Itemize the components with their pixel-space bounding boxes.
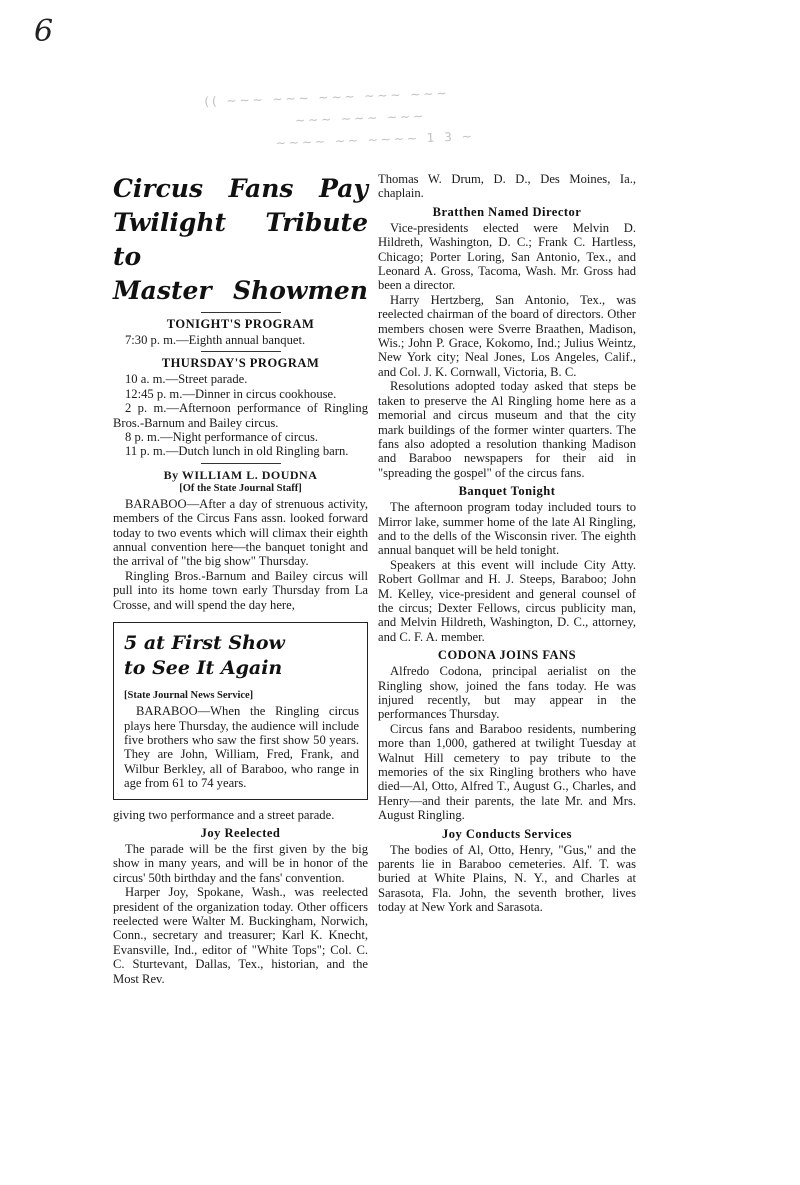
- section-heading: CODONA JOINS FANS: [437, 648, 577, 663]
- section-heading: Bratthen Named Director: [432, 204, 582, 219]
- article-paragraph: BARABOO—After a day of strenuous activity, members of the Circus Fans assn. looked forward today to two events which will climax their eighth annual convention here—the banquet tonight and the arrival of "the big show" Thursday.: [113, 496, 368, 569]
- pencil-annotation: [204, 77, 586, 156]
- section-heading: Banquet Tonight: [458, 484, 556, 499]
- sidebar-title: [124, 631, 359, 681]
- tonights-program-heading: TONIGHT'S PROGRAM: [166, 317, 315, 331]
- pencil-annotation-line: ~~~ ~~~ ~~~: [294, 108, 427, 128]
- article-paragraph: Speakers at this event will include City Atty. Robert Gollmar and H. J. Steeps, Baraboo; John M. Kelley, vice-president and general counsel of the circus; Dexter Fellows, circus publicity man, and Melvin Hildreth, Washington, D. C., attorney, and C. F. A. member.: [378, 557, 636, 644]
- headline-line: Circus Fans Pay: [113, 174, 368, 203]
- byline: By WILLIAM L. DOUDNA: [163, 467, 318, 482]
- divider-rule: [201, 351, 281, 352]
- headline-line: Twilight Tribute to: [113, 208, 368, 271]
- article-paragraph: Thomas W. Drum, D. D., Des Moines, Ia., chaplain.: [378, 172, 636, 201]
- section-heading: Joy Reelected: [200, 825, 281, 840]
- program-item: 10 a. m.—Street parade.: [125, 372, 248, 387]
- article-paragraph: Circus fans and Baraboo residents, numbering more than 1,000, gathered at twilight Tuesday at Walnut Hill cemetery to pay tribute to the memories of the six Ringling brothers who have died—Al, Otto, Alfred T., August G., Charles, and Henry—and their parents, the late Mr. and Mrs. August Ringling.: [378, 721, 636, 823]
- tonights-program-list: [113, 333, 368, 347]
- program-item: 8 p. m.—Night performance of circus.: [125, 430, 319, 445]
- sidebar-title-line: to See It Again: [124, 657, 283, 680]
- article-paragraph: Resolutions adopted today asked that steps be taken to preserve the Al Ringling home here as a memorial and circus museum and that the city mark buildings of the former winter quarters. The fans also adopted a resolution thanking Madison and Baraboo newspapers for their aid in "spreading the gospel" of the circus fans.: [378, 379, 636, 480]
- sidebar-box: [113, 622, 368, 799]
- left-column: [113, 172, 368, 986]
- staff-credit: [Of the State Journal Staff]: [179, 482, 302, 494]
- thursdays-program-list: [113, 372, 368, 458]
- sidebar-text: BARABOO—When the Ringling circus plays here Thursday, the audience will include five brothers who saw the first show 50 years. They are John, William, Fred, Frank, and Wilbur Berkley, all of Baraboo, who range in age from 61 to 74 years.: [124, 704, 359, 791]
- article-paragraph: Alfredo Codona, principal aerialist on the Ringling show, joined the fans today. He was injured recently, but may appear in the performances Thursday.: [378, 664, 636, 722]
- article-paragraph: The parade will be the first given by the big show in many years, and will be in honor of the circus' 50th birthday and the fans' convention.: [113, 841, 368, 885]
- article-paragraph: Vice-presidents elected were Melvin D. Hildreth, Washington, D. C.; Frank C. Hartless, Chicago; Porter Loring, San Antonio, Tex., and Leonard A. Gross, Tacoma, Wash. Mr. Gross had been a director.: [378, 220, 636, 293]
- article-paragraph: The bodies of Al, Otto, Henry, "Gus," and the parents lie in Baraboo cemeteries. Alf. T. was buried at White Plains, N. Y., and Charles at Sarasota, Fla. John, the seventh brother, lives today at New York and Sarasota.: [378, 842, 636, 915]
- divider-rule: [201, 312, 281, 313]
- page-number: 6: [34, 14, 54, 49]
- divider-rule: [201, 463, 281, 464]
- right-column: [378, 172, 636, 915]
- sidebar-credit: [State Journal News Service]: [124, 690, 254, 702]
- program-item: 12:45 p. m.—Dinner in circus cookhouse.: [125, 386, 337, 401]
- pencil-annotation-line: ~~~~ ~~ ~~~~ 1 3 ~: [275, 129, 475, 151]
- article-paragraph: Harper Joy, Spokane, Wash., was reelected president of the organization today. Other officers reelected were Walter M. Buckingham, Norwich, Conn., secretary and treasurer; Karl K. Knecht, Evansville, Ind., editor of "White Tops"; Col. C. C. Sturtevant, Dallas, Tex., historian, and the Most Rev.: [113, 885, 368, 986]
- program-item: 2 p. m.—Afternoon performance of Ringling Bros.-Barnum and Bailey circus.: [113, 401, 368, 430]
- headline-line: Master Showmen: [113, 276, 368, 305]
- article-paragraph: Harry Hertzberg, San Antonio, Tex., was reelected chairman of the board of directors. Other members chosen were Sverre Braathen, Madison, Wis.; John P. Grace, Kokomo, Ind.; Julius Weintz, New York city; Neal Jones, Los Angeles, Calif., and Col. J. K. Cornwall, Victoria, B. C.: [378, 292, 636, 379]
- article-paragraph: Ringling Bros.-Barnum and Bailey circus will pull into its home town early Thursday from La Crosse, and will spend the day here,: [113, 568, 368, 612]
- article-paragraph: The afternoon program today included tours to Mirror lake, summer home of the late Al Ringling, and to the dells of the Wisconsin river. The eighth annual banquet will be held tonight.: [378, 500, 636, 558]
- thursdays-program-heading: THURSDAY'S PROGRAM: [161, 356, 320, 371]
- headline: [113, 172, 368, 308]
- program-item: 11 p. m.—Dutch lunch in old Ringling barn.: [125, 444, 349, 459]
- program-item: 7:30 p. m.—Eighth annual banquet.: [125, 333, 306, 347]
- sidebar-title-line: 5 at First Show: [124, 632, 285, 655]
- section-heading: Joy Conducts Services: [442, 826, 572, 841]
- pencil-annotation-line: (( ~~~ ~~~ ~~~ ~~~ ~~~: [204, 86, 450, 109]
- article-paragraph: giving two performance and a street parade.: [113, 807, 335, 822]
